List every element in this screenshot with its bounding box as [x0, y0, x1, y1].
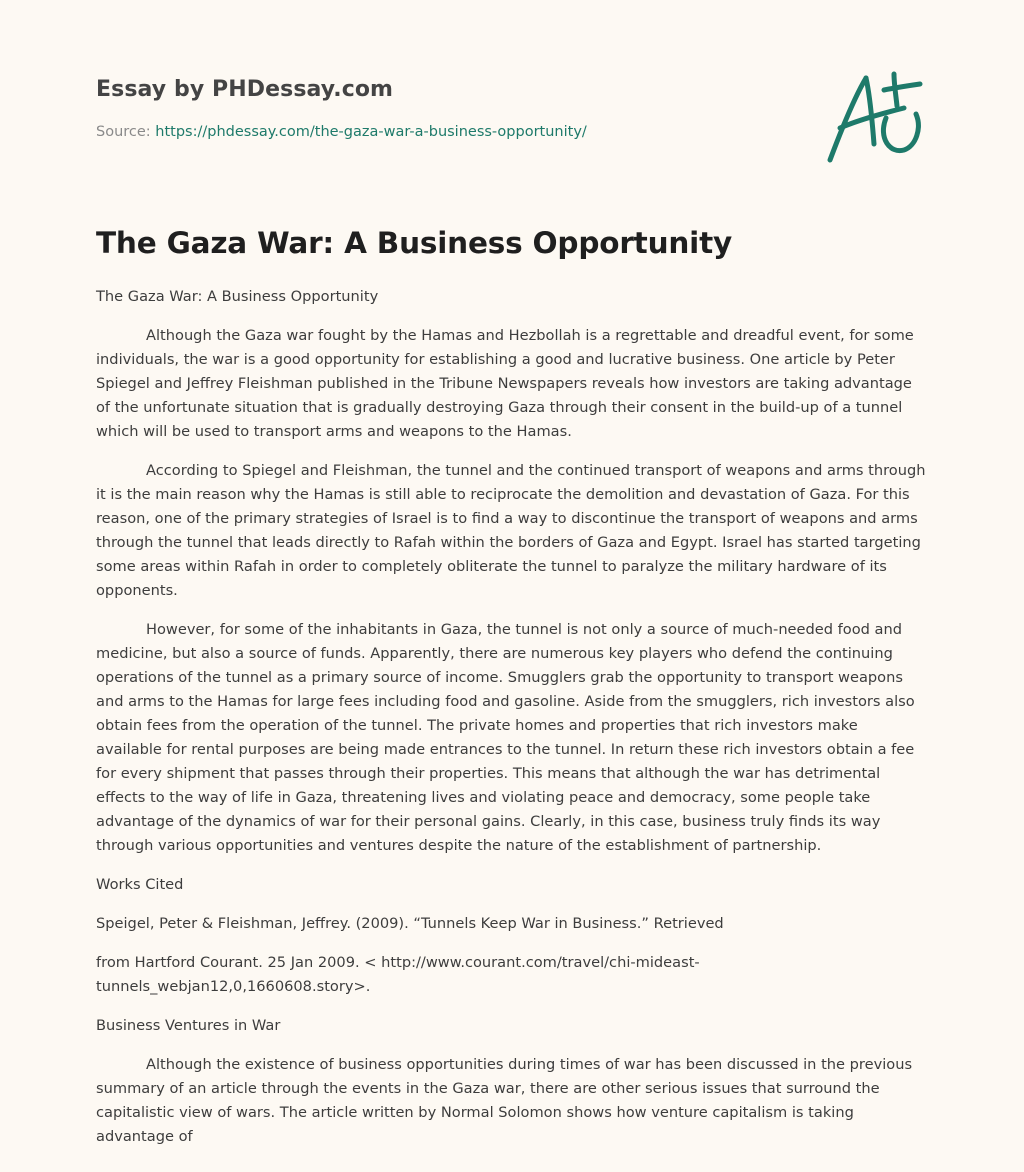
- citation-line-1: Speigel, Peter & Fleishman, Jeffrey. (2009). “Tunnels Keep War in Business.” Retrieved: [96, 915, 724, 932]
- source-link[interactable]: https://phdessay.com/the-gaza-war-a-business-opportunity/: [155, 124, 587, 140]
- essay-subtitle: The Gaza War: A Business Opportunity: [96, 288, 379, 305]
- paragraph-1: Although the Gaza war fought by the Hamas and Hezbollah is a regrettable and dreadful event, for some individuals, the war is a good opportunity for establishing a good and lucrative business. One article by Peter Spiegel and Jeffrey Fleishman published in the Tribune Newspapers reveals how investors are taking advantage of the unfortunate situation that is gradually destroying Gaza through their consent in the build-up of a tunnel which will be used to transport arms and weapons to the Hamas.: [96, 327, 914, 440]
- paragraph-2: According to Spiegel and Fleishman, the tunnel and the continued transport of weapons and arms through it is the main reason why the Hamas is still able to reciprocate the demolition and devastation of Gaza. For this reason, one of the primary strategies of Israel is to find a way to discontinue the transport of weapons and arms through the tunnel that leads directly to Rafah within the borders of Gaza and Egypt. Israel has started targeting some areas within Rafah in order to completely obliterate the tunnel to paralyze the military hardware of its opponents.: [96, 462, 926, 599]
- works-cited-heading: Works Cited: [96, 876, 184, 893]
- essay-title: The Gaza War: A Business Opportunity: [96, 226, 733, 260]
- a-plus-logo-icon: [824, 66, 928, 166]
- citation-line-2: from Hartford Courant. 25 Jan 2009. < http://www.courant.com/travel/chi-mideast-tunnels_webjan12,0,1660608.story>.: [96, 954, 700, 995]
- essay-body: [96, 285, 928, 1164]
- section-2-heading: Business Ventures in War: [96, 1017, 281, 1034]
- paragraph-3: However, for some of the inhabitants in Gaza, the tunnel is not only a source of much-needed food and medicine, but also a source of funds. Apparently, there are numerous key players who defend the continuing operations of the tunnel as a primary source of income. Smugglers grab the opportunity to transport weapons and arms to the Hamas for large fees including food and gasoline. Aside from the smugglers, rich investors also obtain fees from the operation of the tunnel. The private homes and properties that rich investors make available for rental purposes are being made entrances to the tunnel. In return these rich investors obtain a fee for every shipment that passes through their properties. This means that although the war has detrimental effects to the way of life in Gaza, threatening lives and violating peace and democracy, some people take advantage of the dynamics of war for their personal gains. Clearly, in this case, business truly finds its way through various opportunities and ventures despite the nature of the establishment of partnership.: [96, 621, 915, 854]
- source-label: Source:: [96, 124, 156, 140]
- site-brand: Essay by PHDessay.com: [96, 77, 394, 102]
- source-line: [96, 124, 587, 140]
- section-2-paragraph: Although the existence of business opportunities during times of war has been discussed in the previous summary of an article through the events in the Gaza war, there are other serious issues that surround the capitalistic view of wars. The article written by Normal Solomon shows how venture capitalism is taking advantage of: [96, 1056, 913, 1145]
